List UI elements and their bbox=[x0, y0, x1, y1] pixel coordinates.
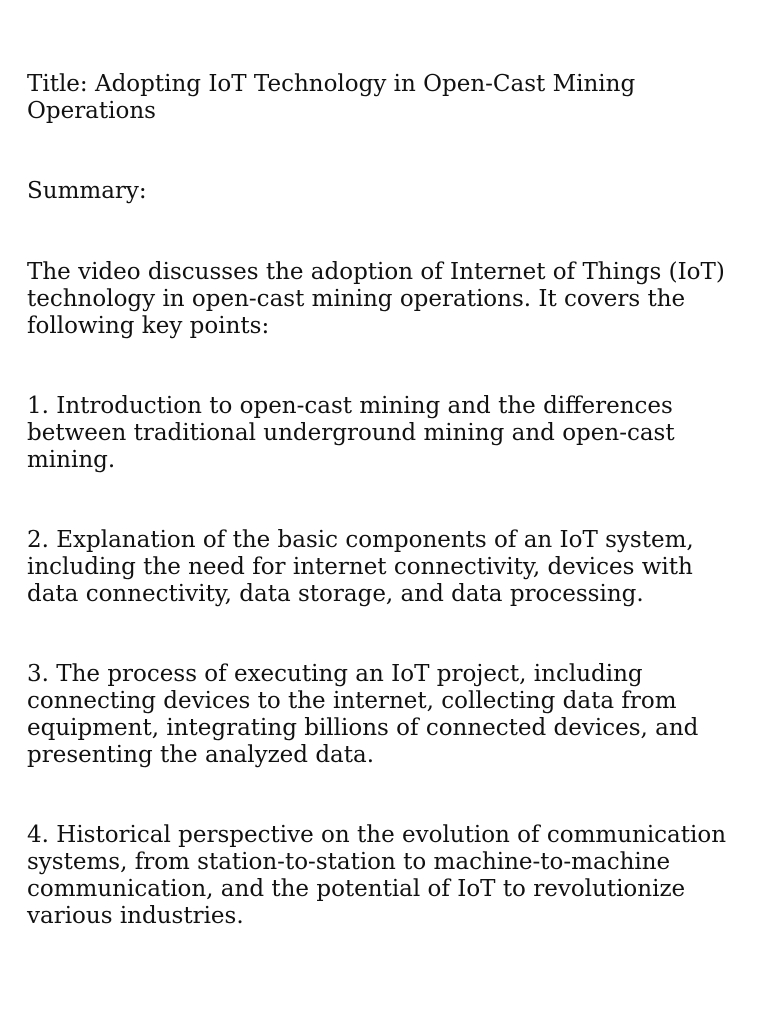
key-point-4: 4. Historical perspective on the evolution of communication systems, from station-to-station to machine-to-machine communication, and the potential of IoT to revolutionize various industries. bbox=[27, 822, 727, 929]
intro-paragraph: The video discusses the adoption of Internet of Things (IoT) technology in open-cast mining operations. It covers the following key points: bbox=[27, 259, 725, 339]
key-point-1: 1. Introduction to open-cast mining and the differences between traditional underground mining and open-cast mining. bbox=[27, 393, 675, 473]
key-point-2: 2. Explanation of the basic components of an IoT system, including the need for internet connectivity, devices with data connectivity, data storage, and data processing. bbox=[27, 527, 694, 607]
document-title: Title: Adopting IoT Technology in Open-Cast Mining Operations bbox=[27, 71, 636, 124]
summary-heading: Summary: bbox=[27, 178, 147, 204]
key-point-3: 3. The process of executing an IoT project, including connecting devices to the internet, collecting data from equipment, integrating billions of connected devices, and presenting the analyzed data. bbox=[27, 661, 699, 768]
